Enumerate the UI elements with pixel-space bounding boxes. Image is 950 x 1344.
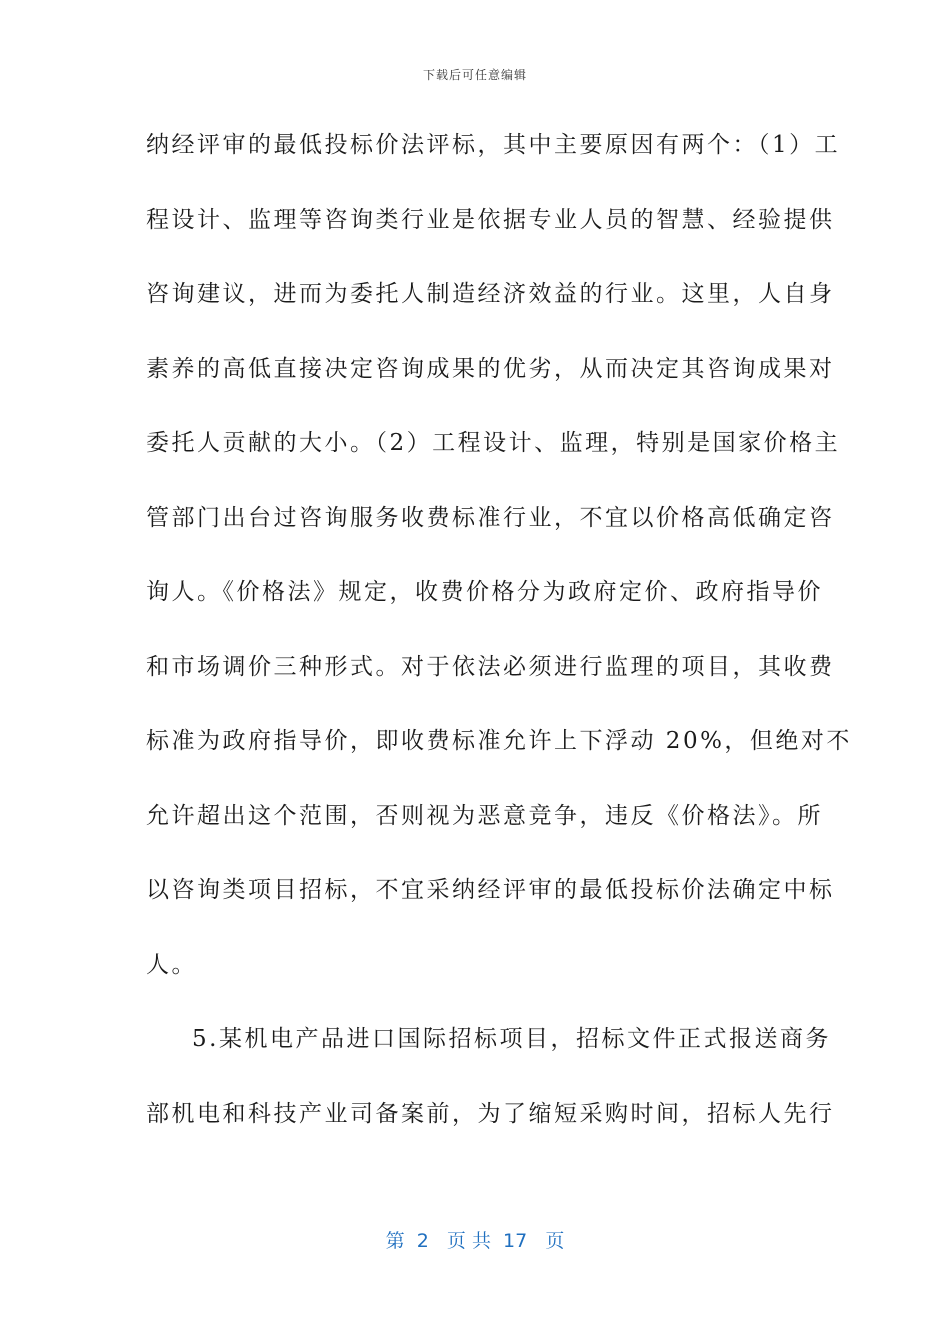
document-body: [146, 120, 852, 1163]
text-line: 标准为政府指导价，即收费标准允许上下浮动 20%，但绝对不: [146, 728, 852, 754]
text-line: 委托人贡献的大小。（2）工程设计、监理，特别是国家价格主: [146, 430, 841, 456]
text-line: 咨询建议，进而为委托人制造经济效益的行业。这里，人自身: [146, 281, 835, 307]
text-line: 和市场调价三种形式。对于依法必须进行监理的项目，其收费: [146, 653, 835, 680]
page-header: 下载后可任意编辑: [422, 68, 527, 82]
text-line: 管部门出台过咨询服务收费标准行业，不宜以价格高低确定咨: [146, 504, 835, 531]
text-line: 部机电和科技产业司备案前，为了缩短采购时间，招标人先行: [146, 1100, 835, 1127]
text-line: 允许超出这个范围，否则视为恶意竞争，违反《价格法》。所: [146, 802, 823, 829]
text-line: 纳经评审的最低投标价法评标，其中主要原因有两个：（1）工: [146, 132, 841, 158]
text-line: 人。: [146, 951, 197, 978]
page-number-footer: 第 2 页 共 17 页: [385, 1230, 565, 1252]
text-line: 程设计、监理等咨询类行业是依据专业人员的智慧、经验提供: [146, 206, 835, 233]
text-line: 素养的高低直接决定咨询成果的优劣，从而决定其咨询成果对: [146, 355, 835, 382]
text-line: 以咨询类项目招标，不宜采纳经评审的最低投标价法确定中标: [146, 877, 835, 903]
text-line: 询人。《价格法》规定，收费价格分为政府定价、政府指导价: [146, 579, 823, 605]
text-line: 5.某机电产品进口国际招标项目，招标文件正式报送商务: [192, 1026, 831, 1052]
